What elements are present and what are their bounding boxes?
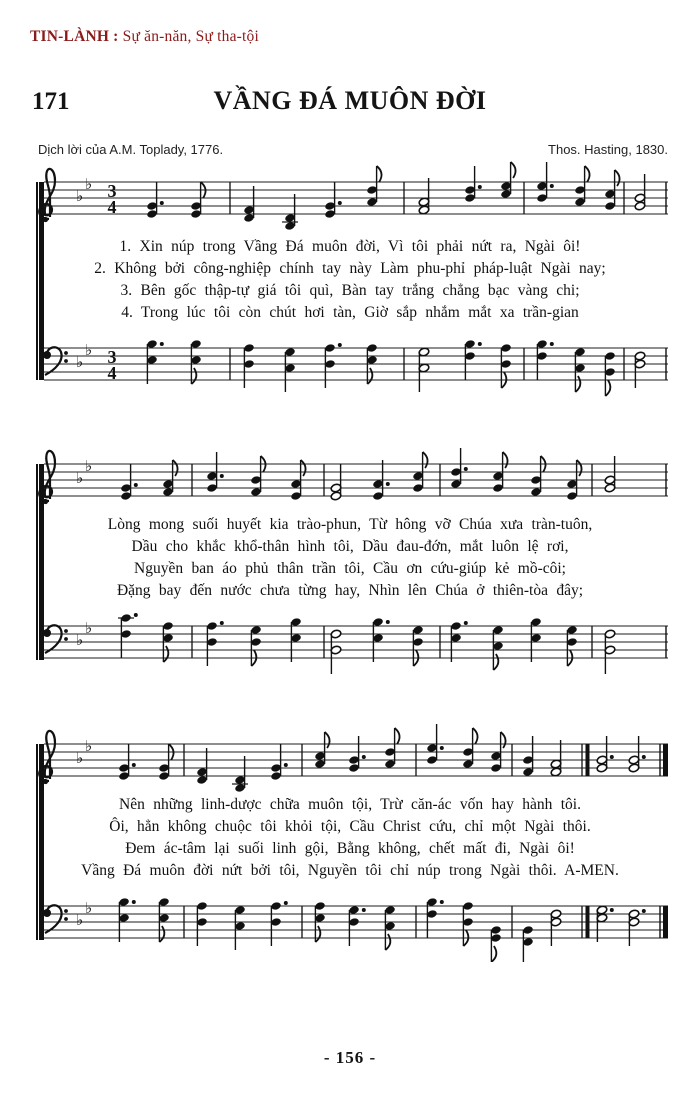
lyric-line: Đặng bay đến nước chưa từng hay, Nhìn lên Chúa ở thiên-tòa đây; xyxy=(116,582,584,599)
svg-text:4: 4 xyxy=(107,197,117,217)
system3-treble-staff xyxy=(34,722,670,800)
system2-treble-staff xyxy=(34,442,670,520)
lyric-line: Lòng mong suối huyết kia trào-phun, Từ hông vỡ Chúa xưa tràn-tuôn, xyxy=(107,516,593,533)
lyric-line: Nguyền ban áo phủ thân trần tôi, Cầu ơn cứu-giúp kẻ mồ-côi; xyxy=(134,560,566,577)
system2-bass-staff xyxy=(34,604,670,682)
system2-lyrics xyxy=(60,514,640,602)
svg-text:♭: ♭ xyxy=(85,457,93,475)
svg-text:♭: ♭ xyxy=(76,749,84,767)
lyric-line: 2. Không bởi công-nghiệp chính tay này Làm phu-phỉ pháp-luật Ngài nay; xyxy=(94,260,606,277)
system1-treble-staff xyxy=(34,160,670,238)
lyric-line: 4. Trong lúc tôi còn chút hơi tàn, Giờ sắp nhắm mắt xa trần-gian xyxy=(121,304,579,321)
lyric-line: Dầu cho khắc khổ-thân hình tôi, Dầu đau-đớn, mắt luôn lệ rơi, xyxy=(131,538,569,555)
svg-text:♭: ♭ xyxy=(76,911,84,929)
system1-lyrics xyxy=(60,236,640,324)
svg-text:♭: ♭ xyxy=(85,175,93,193)
svg-text:3: 3 xyxy=(107,181,117,201)
svg-text:♭: ♭ xyxy=(76,187,84,205)
system1-bass-staff xyxy=(34,326,670,404)
svg-text:♭: ♭ xyxy=(76,631,84,649)
svg-text:♭: ♭ xyxy=(85,737,93,755)
lyric-line: Đem ác-tâm lại suối linh gội, Bằng không, chết mất đi, Ngài ôi! xyxy=(125,840,575,857)
svg-text:♭: ♭ xyxy=(85,341,93,359)
lyric-line: Ôi, hẳn không chuộc tôi khỏi tội, Cầu Christ cứu, chỉ một Ngài thôi. xyxy=(109,818,591,835)
svg-text:♭: ♭ xyxy=(85,899,93,917)
lyric-line: Vầng Đá muôn đời nứt bởi tôi, Nguyền tôi chỉ núp trong Ngài thôi. A-MEN. xyxy=(81,862,619,879)
svg-text:♭: ♭ xyxy=(76,469,84,487)
credit-composer: Thos. Hasting, 1830. xyxy=(548,142,668,157)
svg-text:♭: ♭ xyxy=(85,619,93,637)
svg-text:3: 3 xyxy=(107,347,117,367)
lyric-line: 1. Xin núp trong Vầng Đá muôn đời, Vì tôi phải nứt ra, Ngài ôi! xyxy=(119,238,581,255)
system3-bass-staff xyxy=(34,884,670,962)
system3-lyrics xyxy=(60,794,640,882)
section-header xyxy=(30,28,259,46)
svg-text:4: 4 xyxy=(107,363,117,383)
hymn-number: 171 xyxy=(32,88,70,115)
hymn-title: VẦNG ĐÁ MUÔN ĐỜI xyxy=(213,86,487,115)
credit-lyricist: Dịch lời của A.M. Toplady, 1776. xyxy=(38,142,224,157)
section-subtitle: Sự ăn-năn, Sự tha-tội xyxy=(118,28,259,45)
lyric-line: 3. Bên gốc thập-tự giá tôi quì, Bàn tay trắng chẳng bạc vàng chi; xyxy=(120,282,580,299)
lyric-line: Nên những linh-dược chữa muôn tội, Trừ căn-ác vốn hay hành tôi. xyxy=(119,796,581,813)
section-category: TIN-LÀNH : xyxy=(30,28,119,45)
page-number: - 156 - xyxy=(323,1048,377,1067)
svg-text:♭: ♭ xyxy=(76,353,84,371)
